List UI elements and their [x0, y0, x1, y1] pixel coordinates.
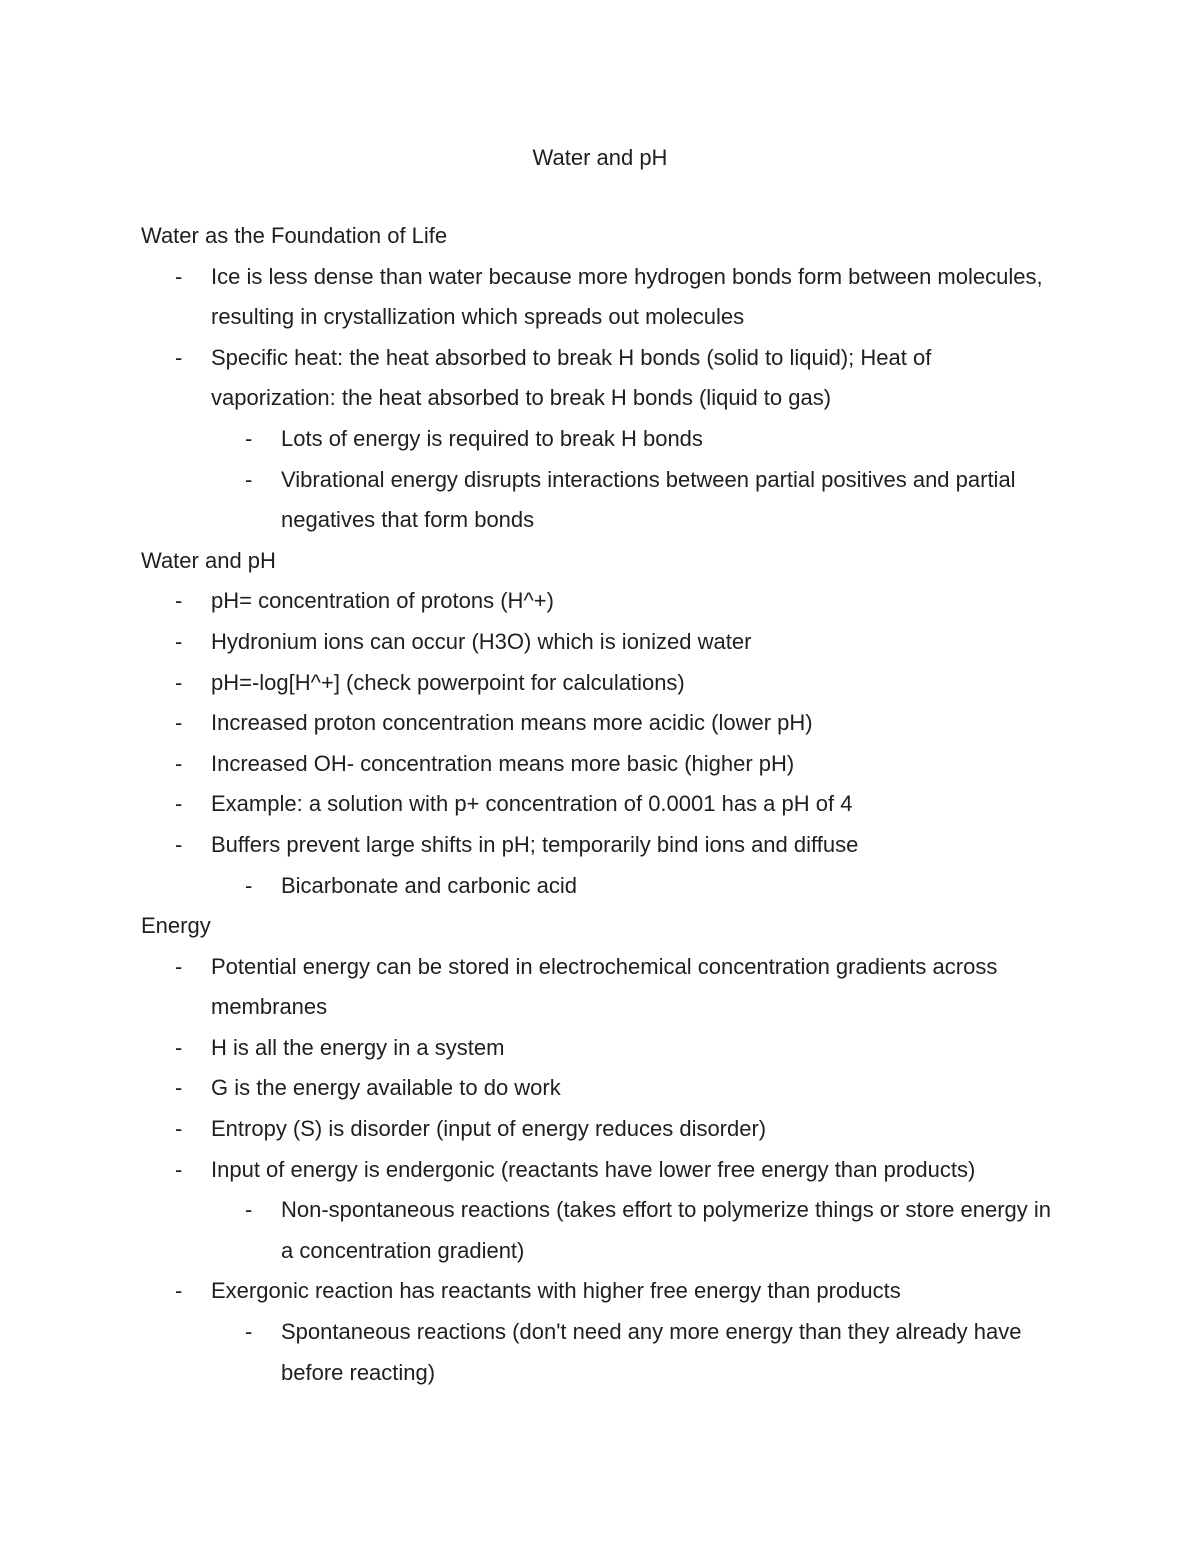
list-item: [141, 703, 1061, 744]
sub-list-item: [211, 1190, 1061, 1271]
list-item-text: Increased OH- concentration means more basic (higher pH): [211, 750, 795, 776]
sub-bullet-list: [211, 1190, 1061, 1271]
dash-bullet: -: [175, 831, 183, 857]
list-item-text: pH=-log[H^+] (check powerpoint for calculations): [211, 669, 685, 695]
dash-bullet: -: [175, 588, 183, 614]
list-item: [141, 1068, 1061, 1109]
sub-list-item-text: Lots of energy is required to break H bonds: [281, 425, 703, 451]
bullet-list: [141, 257, 1061, 541]
list-item-text: Exergonic reaction has reactants with higher free energy than products: [211, 1278, 901, 1304]
list-item: [141, 581, 1061, 622]
dash-bullet: -: [175, 628, 183, 654]
list-item: [141, 947, 1061, 1028]
section-heading: Water as the Foundation of Life: [141, 223, 448, 248]
page-title: Water and pH: [532, 145, 668, 170]
dash-bullet: -: [245, 1319, 253, 1345]
list-item: [141, 338, 1061, 541]
list-item: [141, 663, 1061, 704]
sub-list-item: [211, 1312, 1061, 1393]
sub-list-item-text: Non-spontaneous reactions (takes effort to polymerize things or store energy in a concentration gradient): [281, 1197, 1051, 1263]
dash-bullet: -: [175, 1034, 183, 1060]
sub-bullet-list: [211, 1312, 1061, 1393]
list-item-text: pH= concentration of protons (H^+): [211, 588, 554, 614]
list-item-text: G is the energy available to do work: [211, 1075, 561, 1101]
list-item-text: Hydronium ions can occur (H3O) which is ionized water: [211, 628, 752, 654]
list-item-text: Ice is less dense than water because more hydrogen bonds form between molecules, resulting in crystallization which spreads out molecules: [211, 263, 1043, 330]
dash-bullet: -: [175, 710, 183, 736]
sub-list-item-text: Spontaneous reactions (don't need any more energy than they already have before reacting): [281, 1319, 1022, 1385]
sub-list-item: [211, 419, 1061, 460]
dash-bullet: -: [175, 953, 183, 979]
sub-list-item-text: Vibrational energy disrupts interactions between partial positives and partial negatives that form bonds: [281, 466, 1016, 533]
list-item: [141, 1150, 1061, 1272]
list-item: [141, 1271, 1061, 1393]
dash-bullet: -: [245, 425, 253, 451]
list-item-text: Entropy (S) is disorder (input of energy reduces disorder): [211, 1116, 767, 1142]
dash-bullet: -: [175, 669, 183, 695]
list-item: [141, 1109, 1061, 1150]
list-item-text: Increased proton concentration means more acidic (lower pH): [211, 710, 813, 736]
list-item-text: Buffers prevent large shifts in pH; temporarily bind ions and diffuse: [211, 831, 859, 857]
section-heading: Energy: [141, 913, 211, 939]
dash-bullet: -: [175, 791, 183, 817]
list-item-text: Example: a solution with p+ concentration of 0.0001 has a pH of 4: [211, 791, 853, 817]
bullet-list: [141, 581, 1061, 906]
sub-list-item: [211, 460, 1061, 541]
list-item-text: Specific heat: the heat absorbed to break H bonds (solid to liquid); Heat of vaporization: the heat absorbed to break H bonds (liquid to gas): [211, 344, 932, 411]
dash-bullet: -: [245, 872, 253, 898]
sub-list-item-text: Bicarbonate and carbonic acid: [281, 872, 577, 898]
list-item: [141, 825, 1061, 906]
bullet-list: [141, 947, 1061, 1394]
sub-list-item: [211, 866, 1061, 907]
section-heading: Water and pH: [141, 547, 276, 573]
dash-bullet: -: [175, 750, 183, 776]
dash-bullet: -: [175, 1156, 183, 1182]
list-item-text: Input of energy is endergonic (reactants have lower free energy than products): [211, 1156, 976, 1182]
dash-bullet: -: [245, 1197, 253, 1223]
list-item: [141, 744, 1061, 785]
dash-bullet: -: [245, 466, 253, 492]
dash-bullet: -: [175, 263, 183, 289]
dash-bullet: -: [175, 1075, 183, 1101]
document-body: [141, 216, 1061, 1393]
list-item: [141, 1028, 1061, 1069]
list-item: [141, 784, 1061, 825]
list-item-text: H is all the energy in a system: [211, 1034, 505, 1060]
sub-bullet-list: [211, 866, 1061, 907]
dash-bullet: -: [175, 1116, 183, 1142]
list-item-text: Potential energy can be stored in electrochemical concentration gradients across membranes: [211, 953, 998, 1020]
dash-bullet: -: [175, 344, 183, 370]
list-item: [141, 622, 1061, 663]
list-item: [141, 257, 1061, 338]
sub-bullet-list: [211, 419, 1061, 541]
dash-bullet: -: [175, 1278, 183, 1304]
